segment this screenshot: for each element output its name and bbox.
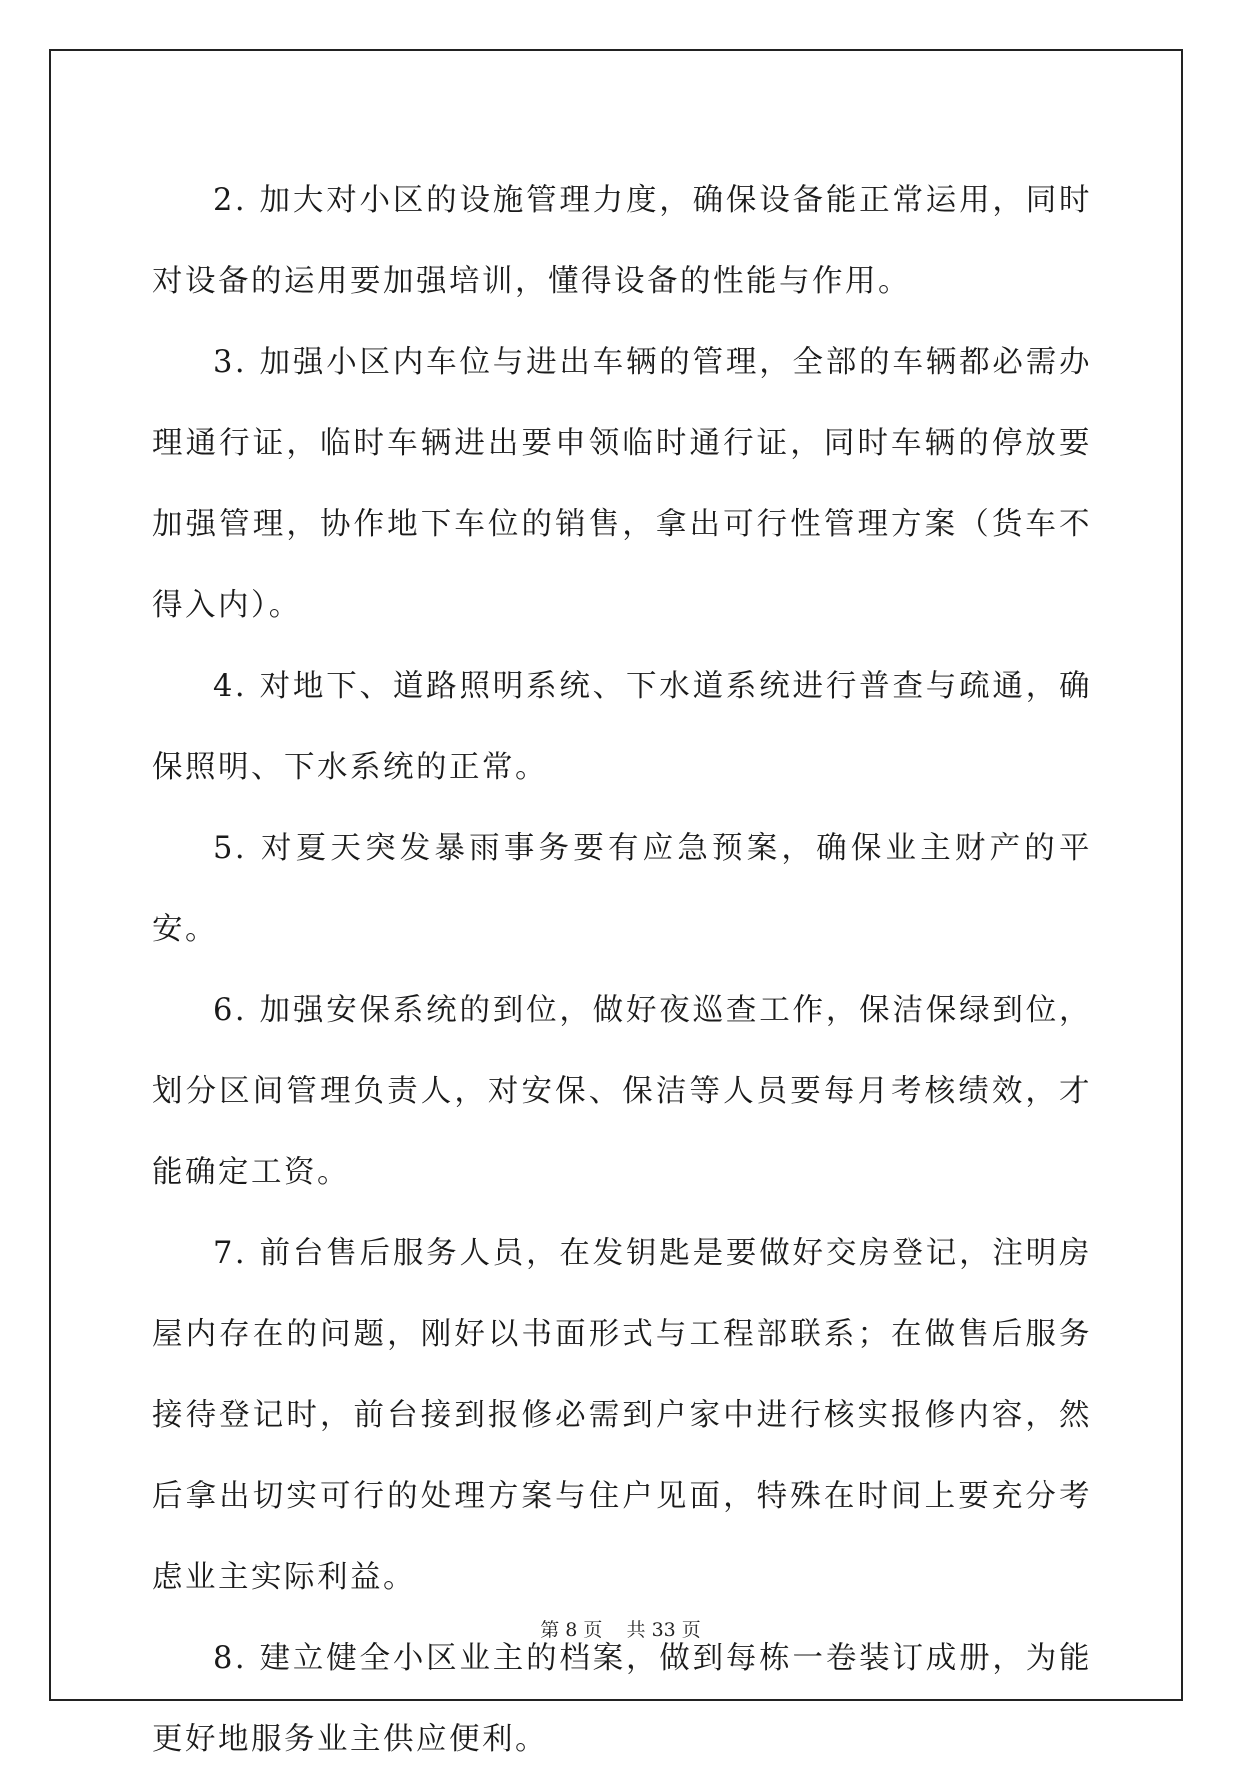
paragraph-item-8: 8. 建立健全小区业主的档案，做到每栋一卷装订成册，为能更好地服务业主供应便利。 (152, 1641, 1092, 1757)
page-footer (0, 1615, 1241, 1642)
document-body (152, 160, 1092, 1780)
paragraph-item-4: 4. 对地下、道路照明系统、下水道系统进行普查与疏通，确保照明、下水系统的正常。 (152, 669, 1092, 785)
paragraph-item-3: 3. 加强小区内车位与进出车辆的管理，全部的车辆都必需办理通行证，临时车辆进出要申领临时通行证，同时车辆的停放要加强管理，协作地下车位的销售，拿出可行性管理方案（货车不得入内）。 (152, 345, 1092, 623)
paragraph-item-6: 6. 加强安保系统的到位，做好夜巡查工作，保洁保绿到位，划分区间管理负责人，对安保、保洁等人员要每月考核绩效，才能确定工资。 (152, 993, 1092, 1190)
paragraph-item-2: 2. 加大对小区的设施管理力度，确保设备能正常运用，同时对设备的运用要加强培训，懂得设备的性能与作用。 (152, 183, 1092, 299)
paragraph-item-7: 7. 前台售后服务人员，在发钥匙是要做好交房登记，注明房屋内存在的问题，刚好以书面形式与工程部联系；在做售后服务接待登记时，前台接到报修必需到户家中进行核实报修内容，然后拿出切实可行的处理方案与住户见面，特殊在时间上要充分考虑业主实际利益。 (152, 1236, 1092, 1595)
paragraph-item-5: 5. 对夏天突发暴雨事务要有应急预案，确保业主财产的平安。 (152, 831, 1092, 947)
page-number-label: 第 8 页 共 33 页 (540, 1619, 701, 1641)
